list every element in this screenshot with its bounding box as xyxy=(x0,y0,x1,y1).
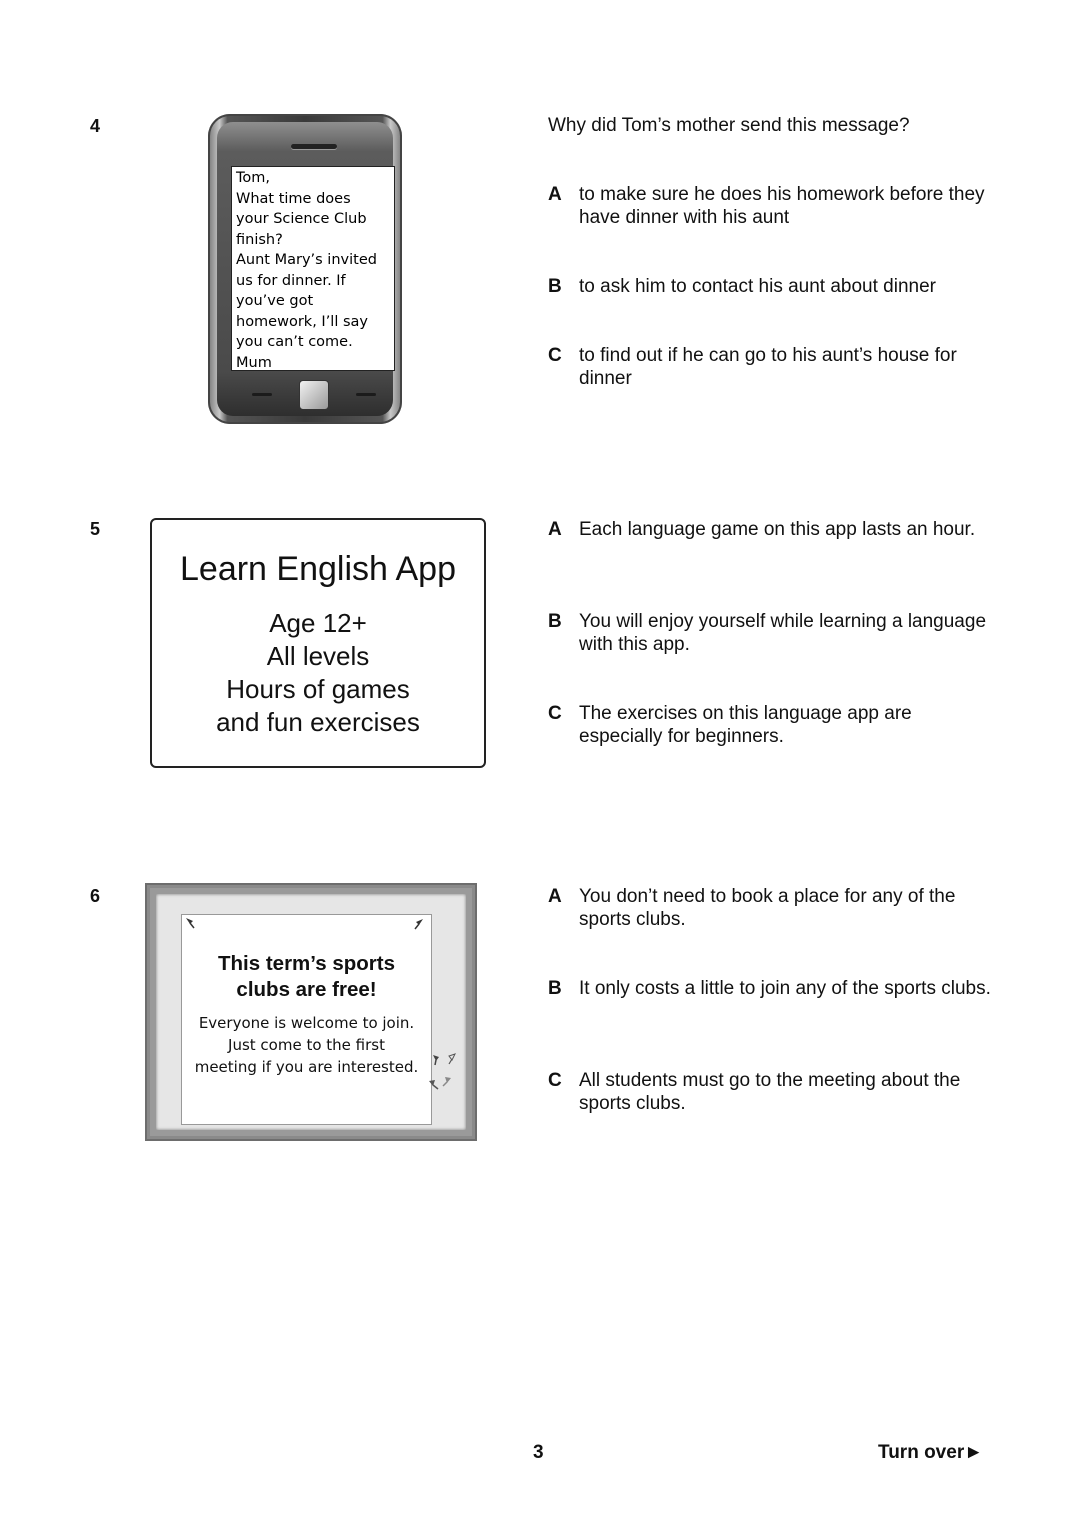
option-letter: A xyxy=(548,519,562,540)
app-advert-line: Age 12+ xyxy=(269,608,367,638)
app-advert-title: Learn English App xyxy=(180,550,456,588)
notice-paper xyxy=(181,914,432,1125)
message-line: Mum xyxy=(236,354,272,371)
question-4-option-b[interactable] xyxy=(548,275,998,298)
notice-board-cork xyxy=(156,894,466,1130)
pushpin-icon xyxy=(446,1053,458,1065)
option-text: to ask him to contact his aunt about dinner xyxy=(579,276,936,297)
option-text: It only costs a little to join any of the sports clubs. xyxy=(579,978,991,999)
option-text: to make sure he does his homework before they have dinner with his aunt xyxy=(579,184,985,228)
pushpin-icon xyxy=(430,1054,442,1066)
option-letter: C xyxy=(548,345,562,366)
option-letter: A xyxy=(548,184,562,205)
message-line: homework, I’ll say xyxy=(236,313,368,330)
option-letter: A xyxy=(548,886,562,907)
question-5-option-b[interactable] xyxy=(548,610,998,656)
option-text: The exercises on this language app are especially for beginners. xyxy=(579,703,912,747)
option-letter: B xyxy=(548,978,562,999)
phone-screen-message xyxy=(231,166,395,371)
home-button-icon xyxy=(299,380,329,410)
question-number-6: 6 xyxy=(90,886,101,906)
notice-heading-line: clubs are free! xyxy=(236,978,377,1001)
pushpin-icon xyxy=(428,1079,440,1091)
message-line: you’ve got xyxy=(236,293,314,309)
option-text: You don’t need to book a place for any of the sports clubs. xyxy=(579,886,956,930)
option-letter: C xyxy=(548,1070,562,1091)
end-call-icon xyxy=(355,390,377,398)
option-letter: B xyxy=(548,611,562,632)
message-line: Tom, xyxy=(236,170,270,186)
phone-illustration xyxy=(208,114,402,424)
question-4-option-c[interactable] xyxy=(548,344,998,390)
notice-board xyxy=(145,883,477,1141)
app-advert-line: and fun exercises xyxy=(216,707,420,737)
question-4-option-a[interactable] xyxy=(548,183,998,229)
message-line: Aunt Mary’s invited xyxy=(236,252,377,268)
notice-body-line: Just come to the first xyxy=(228,1036,385,1054)
option-text: All students must go to the meeting about the sports clubs. xyxy=(579,1070,961,1114)
option-text: Each language game on this app lasts an hour. xyxy=(579,519,976,540)
notice-body-line: Everyone is welcome to join. xyxy=(198,1014,415,1032)
option-text: You will enjoy yourself while learning a language with this app. xyxy=(579,611,987,655)
question-6-option-c[interactable] xyxy=(548,1069,998,1115)
option-letter: C xyxy=(548,703,562,724)
message-line: you can’t come. xyxy=(236,334,353,350)
question-5-option-c[interactable] xyxy=(548,702,998,748)
notice-body xyxy=(182,1012,431,1078)
question-number-5: 5 xyxy=(90,519,101,539)
notice-heading-line: This term’s sports xyxy=(218,952,395,975)
question-5-option-a[interactable] xyxy=(548,518,998,541)
question-4-prompt: Why did Tom’s mother send this message? xyxy=(548,115,910,136)
message-line: finish? xyxy=(236,231,283,248)
call-icon xyxy=(251,390,273,398)
option-text: to find out if he can go to his aunt’s house for dinner xyxy=(579,345,957,389)
option-letter: B xyxy=(548,276,562,297)
turn-over-label: Turn over► xyxy=(878,1442,984,1463)
phone-body xyxy=(217,122,393,416)
phone-speaker xyxy=(291,144,337,149)
notice-body-line: meeting if you are interested. xyxy=(194,1058,419,1076)
pushpin-icon xyxy=(413,918,425,930)
page-number: 3 xyxy=(533,1442,544,1463)
message-line: What time does xyxy=(236,190,351,207)
app-advert-sign xyxy=(150,518,486,768)
question-number-4: 4 xyxy=(90,116,101,136)
question-6-option-a[interactable] xyxy=(548,885,998,931)
pushpin-icon xyxy=(184,917,196,929)
message-line: your Science Club xyxy=(236,211,367,227)
message-line: us for dinner. If xyxy=(236,272,346,289)
app-advert-line: All levels xyxy=(266,641,370,671)
app-advert-details xyxy=(152,607,484,739)
notice-heading xyxy=(182,951,431,1003)
pushpin-icon xyxy=(441,1076,453,1088)
question-6-option-b[interactable] xyxy=(548,977,998,1000)
app-advert-line: Hours of games xyxy=(226,674,410,704)
